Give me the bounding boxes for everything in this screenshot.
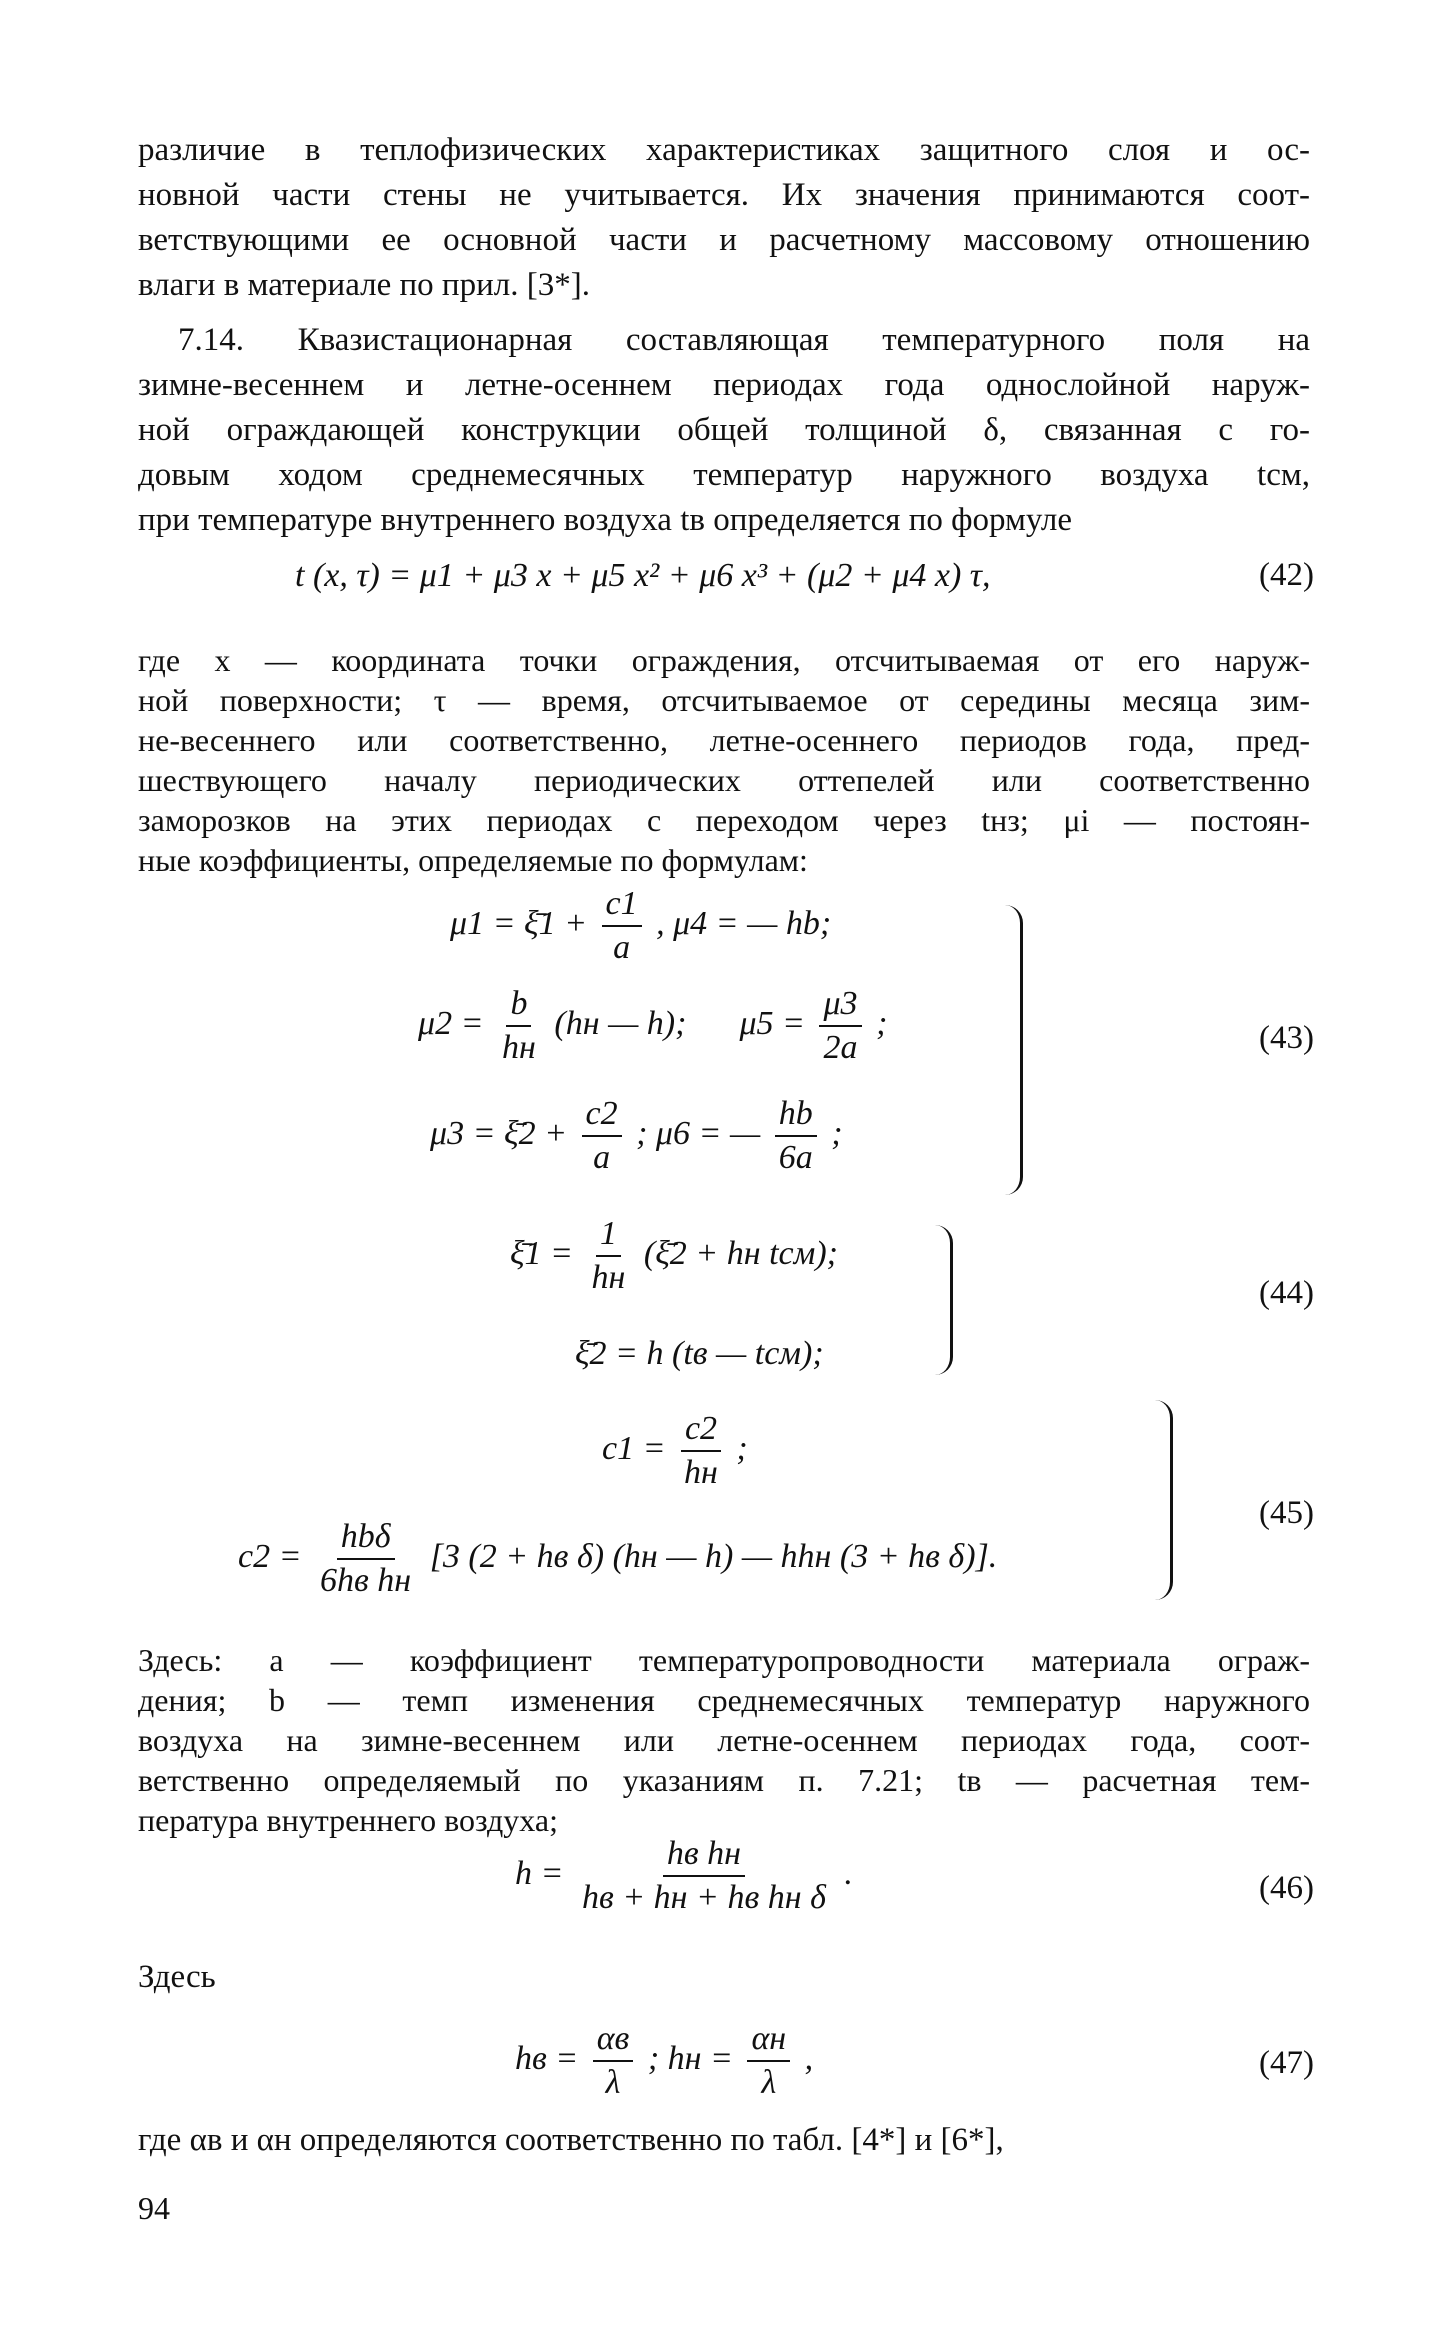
equation-number-45: (45) <box>1259 1495 1314 1531</box>
mu3-lhs: μ3 = ξ̄2 + <box>430 1114 568 1152</box>
equation-number-47: (47) <box>1259 2045 1314 2081</box>
fraction <box>578 1835 830 1917</box>
text-line: воздуха на зимне-весеннем или летне-осеннем периодах года, соот- <box>138 1722 1310 1758</box>
equation-45-c2 <box>238 1518 997 1600</box>
fraction <box>680 1410 722 1492</box>
equation-number-43: (43) <box>1259 1020 1314 1056</box>
hn-rhs: , <box>804 2039 814 2077</box>
text-line: где x — координата точки ограждения, отсчитываемая от его наруж- <box>138 642 1310 678</box>
equation-number-44: (44) <box>1259 1275 1314 1311</box>
equation-42: t (x, τ) = μ1 + μ3 x + μ5 x² + μ6 x³ + (μ2 + μ4 x) τ, <box>295 557 991 594</box>
numerator: c1 <box>602 885 642 927</box>
text-line: шествующего началу периодических оттепелей или соответственно <box>138 762 1310 798</box>
fraction <box>819 985 861 1067</box>
c2-rhs: [3 (2 + hв δ) (hн — h) — hhн (3 + hв δ)]. <box>429 1537 998 1575</box>
text-line: влаги в материале по прил. [3*]. <box>138 267 590 303</box>
numerator: αв <box>593 2020 634 2062</box>
denominator: hв + hн + hв hн δ <box>581 1879 826 1916</box>
denominator: 2a <box>823 1029 858 1066</box>
mu2-lhs: μ2 = <box>418 1004 484 1042</box>
equation-number-46: (46) <box>1259 1870 1314 1906</box>
numerator: αн <box>747 2020 790 2062</box>
text-line: довым ходом среднемесячных температур наружного воздуха tсм, <box>138 457 1310 493</box>
numerator: μ3 <box>819 985 861 1027</box>
text-line: дения; b — темп изменения среднемесячных температур наружного <box>138 1682 1310 1718</box>
c1-rhs: ; <box>736 1429 748 1467</box>
text-line: при температуре внутреннего воздуха tв определяется по формуле <box>138 502 1073 538</box>
text-line: новной части стены не учитывается. Их значения принимаются соот- <box>138 177 1310 213</box>
fraction <box>588 1215 630 1297</box>
numerator: c2 <box>681 1410 721 1452</box>
mu6-rhs: ; <box>831 1114 843 1152</box>
paragraph-here: Здесь <box>138 1959 216 1995</box>
text-line: ные коэффициенты, определяемые по формулам: <box>138 842 808 878</box>
xi1-rhs: (ξ̄2 + hн tсм); <box>643 1234 838 1272</box>
h-lhs: h = <box>515 1854 564 1892</box>
equation-44-xi2: ξ̄2 = h (tв — tсм); <box>575 1335 824 1372</box>
mu5-rhs: ; <box>876 1004 888 1042</box>
text-line: пература внутреннего воздуха; <box>138 1802 558 1838</box>
denominator: λ <box>605 2064 621 2101</box>
fraction <box>747 2020 790 2102</box>
paragraph-here-a <box>138 1640 1310 1840</box>
equation-number-42: (42) <box>1259 557 1314 593</box>
paragraph-where-alpha: где αв и αн определяются соответственно по табл. [4*] и [6*], <box>138 2122 1004 2158</box>
numerator: hbδ <box>337 1518 395 1560</box>
text-line: ветственно определяемый по указаниям п. 7.21; tв — расчетная тем- <box>138 1762 1310 1798</box>
fraction <box>316 1518 415 1600</box>
numerator: b <box>506 985 531 1027</box>
text-line: ветствующими ее основной части и расчетному массовому отношению <box>138 222 1310 258</box>
brace-44 <box>930 1225 953 1375</box>
text-line: ной ограждающей конструкции общей толщиной δ, связанная с го- <box>138 412 1310 448</box>
mu4-expr: , μ4 = — hb; <box>656 904 832 942</box>
equation-43-mu1-mu4 <box>450 885 831 967</box>
text-line: не-весеннего или соответственно, летне-осеннего периодов года, пред- <box>138 722 1310 758</box>
mu5-lhs: μ5 = <box>739 1004 805 1042</box>
hv-lhs: hв = <box>515 2039 579 2077</box>
paragraph-7-14 <box>138 318 1310 543</box>
numerator: hв hн <box>663 1835 745 1877</box>
denominator: hн <box>684 1454 718 1491</box>
mu2-rhs: (hн — h); <box>554 1004 687 1042</box>
numerator: hb <box>775 1095 817 1137</box>
mu1-lhs: μ1 = ξ̄1 + <box>450 904 588 942</box>
equation-45-c1 <box>602 1410 748 1492</box>
hn-lhs: ; hн = <box>647 2039 733 2077</box>
equation-43-mu3-mu6 <box>430 1095 843 1177</box>
denominator: 6a <box>778 1139 813 1176</box>
fraction <box>582 1095 622 1177</box>
denominator: hн <box>591 1259 626 1296</box>
page-number: 94 <box>138 2190 170 2226</box>
equation-46 <box>515 1835 853 1917</box>
xi1-lhs: ξ̄1 = <box>510 1234 574 1272</box>
fraction <box>602 885 642 967</box>
denominator: hн <box>502 1029 536 1066</box>
denominator: a <box>593 1139 611 1176</box>
text-line: ной поверхности; τ — время, отсчитываемое от середины месяца зим- <box>138 682 1310 718</box>
h-rhs: . <box>844 1854 853 1892</box>
paragraph-where-x <box>138 640 1310 880</box>
mu6-lhs: ; μ6 = — <box>636 1114 761 1152</box>
brace-43 <box>1000 905 1023 1195</box>
denominator: a <box>613 929 631 966</box>
fraction <box>775 1095 817 1177</box>
fraction <box>498 985 540 1067</box>
equation-43-mu2-mu5 <box>418 985 887 1067</box>
numerator: 1 <box>596 1215 621 1257</box>
brace-45 <box>1150 1400 1173 1600</box>
denominator: λ <box>761 2064 777 2101</box>
c2-lhs: c2 = <box>238 1537 302 1575</box>
text-line: заморозков на этих периодах с переходом через tнз; μi — постоян- <box>138 802 1310 838</box>
equation-47 <box>515 2020 813 2102</box>
paragraph-intro <box>138 128 1310 308</box>
numerator: c2 <box>582 1095 622 1137</box>
text-line: различие в теплофизических характеристиках защитного слоя и ос- <box>138 132 1310 168</box>
equation-44-xi1 <box>510 1215 838 1297</box>
c1-lhs: c1 = <box>602 1429 666 1467</box>
denominator: 6hв hн <box>320 1562 412 1599</box>
text-line: Здесь: a — коэффициент температуропроводности материала ограж- <box>138 1642 1310 1678</box>
text-line: зимне-весеннем и летне-осеннем периодах года однослойной наруж- <box>138 367 1310 403</box>
fraction <box>593 2020 634 2102</box>
text-line: 7.14. Квазистационарная составляющая температурного поля на <box>178 322 1310 358</box>
